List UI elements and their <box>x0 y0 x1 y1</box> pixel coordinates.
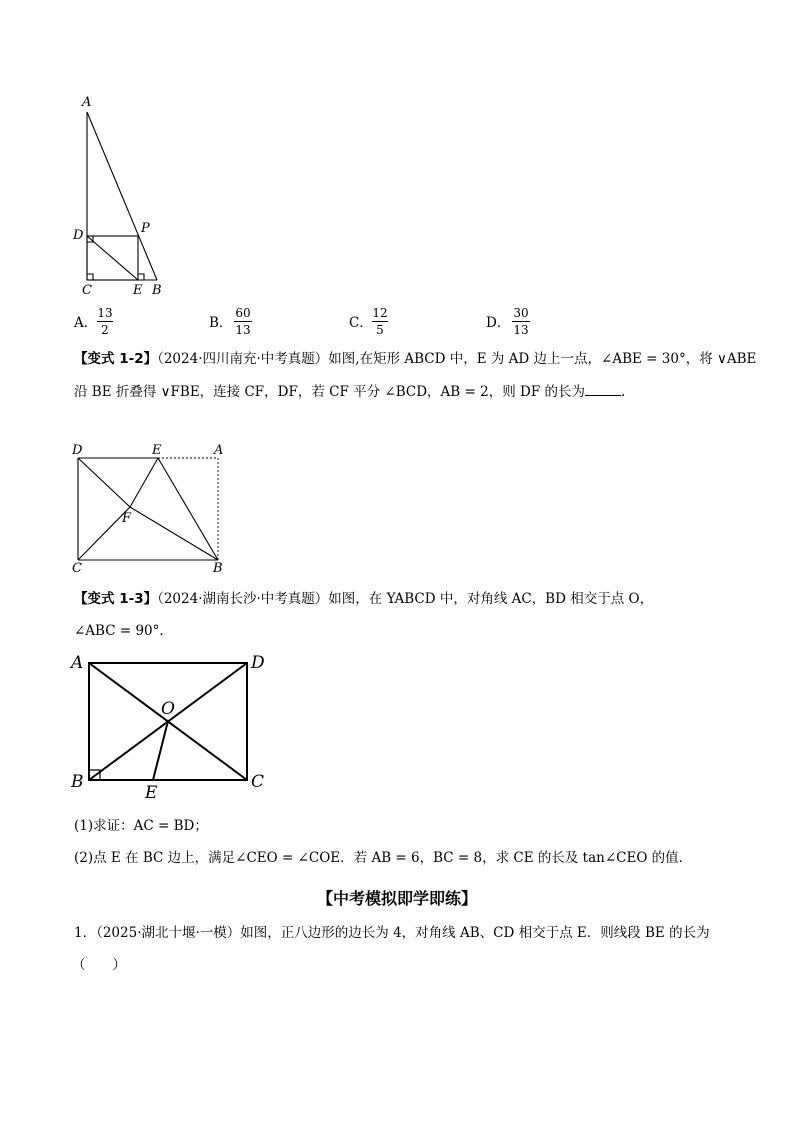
option-d-den: 13 <box>513 323 529 337</box>
question-1-2-text2: 沿 BE 折叠得 ∨FBE，连接 CF，DF，若 CF 平分 ∠BCD，AB = 2，则 DF 的长为 <box>74 384 585 400</box>
practice-1-line1: 1．（2025·湖北十堰·一模）如图，正八边形的边长为 4，对角线 AB、CD 相交于点 E．则线段 BE 的长为 <box>74 925 710 941</box>
sub-question-1: (1)求证：AC = BD； <box>74 818 208 834</box>
fig1-label-C: C <box>82 283 92 298</box>
fig2-label-C: C <box>72 561 82 576</box>
option-d-num: 30 <box>513 306 529 320</box>
option-a-num: 13 <box>97 306 113 320</box>
option-a-letter: A． <box>74 315 98 331</box>
option-c-den: 5 <box>376 323 384 337</box>
fig1-label-P: P <box>141 221 150 236</box>
option-c-num: 12 <box>372 306 388 320</box>
fig2-label-F: F <box>122 511 132 526</box>
fig3-label-E: E <box>145 783 158 803</box>
fig1-label-B: B <box>152 283 162 298</box>
fig3-label-C: C <box>251 772 265 792</box>
practice-1-answer-paren[interactable]: （ ） <box>72 957 126 973</box>
option-c-letter: C． <box>349 315 373 331</box>
question-1-2-text1: 如图,在矩形 ABCD 中，E 为 AD 边上一点，∠ABE = 30°，将 ∨ABE <box>328 351 757 367</box>
fig2-label-A: A <box>214 443 224 458</box>
fig3-label-D: D <box>251 653 265 673</box>
question-1-3-source: （2024·湖南长沙·中考真题） <box>157 591 329 607</box>
question-1-2-tag: 【变式 1-2】 <box>74 351 158 367</box>
sub-question-2: (2)点 E 在 BC 边上，满足∠CEO = ∠COE．若 AB = 6，BC = 8，求 CE 的长及 tan∠CEO 的值． <box>74 850 693 866</box>
fig1-label-A: A <box>82 95 92 110</box>
fig3-label-B: B <box>71 772 84 792</box>
section-title: 【中考模拟即学即练】 <box>316 889 477 908</box>
question-1-3-line2: ∠ABC = 90°. <box>74 623 164 639</box>
question-1-3-text1: 如图，在 YABCD 中，对角线 AC，BD 相交于点 O， <box>328 591 654 607</box>
option-b-den: 13 <box>235 323 251 337</box>
fig2-label-B: B <box>213 561 223 576</box>
fig2-label-E: E <box>152 443 162 458</box>
fig1-label-D: D <box>73 228 84 243</box>
option-a-den: 2 <box>101 323 109 337</box>
fig3-label-A: A <box>71 653 84 673</box>
fig2-label-D: D <box>72 443 83 458</box>
question-1-2-source: （2024·四川南充·中考真题） <box>157 351 329 367</box>
option-d-letter: D． <box>486 315 511 331</box>
question-1-3-tag: 【变式 1-3】 <box>74 591 158 607</box>
option-b-num: 60 <box>235 306 251 320</box>
fig1-label-E: E <box>133 283 143 298</box>
fig3-label-O: O <box>161 699 175 719</box>
option-b-letter: B． <box>209 315 233 331</box>
question-1-2-end: . <box>620 384 626 400</box>
